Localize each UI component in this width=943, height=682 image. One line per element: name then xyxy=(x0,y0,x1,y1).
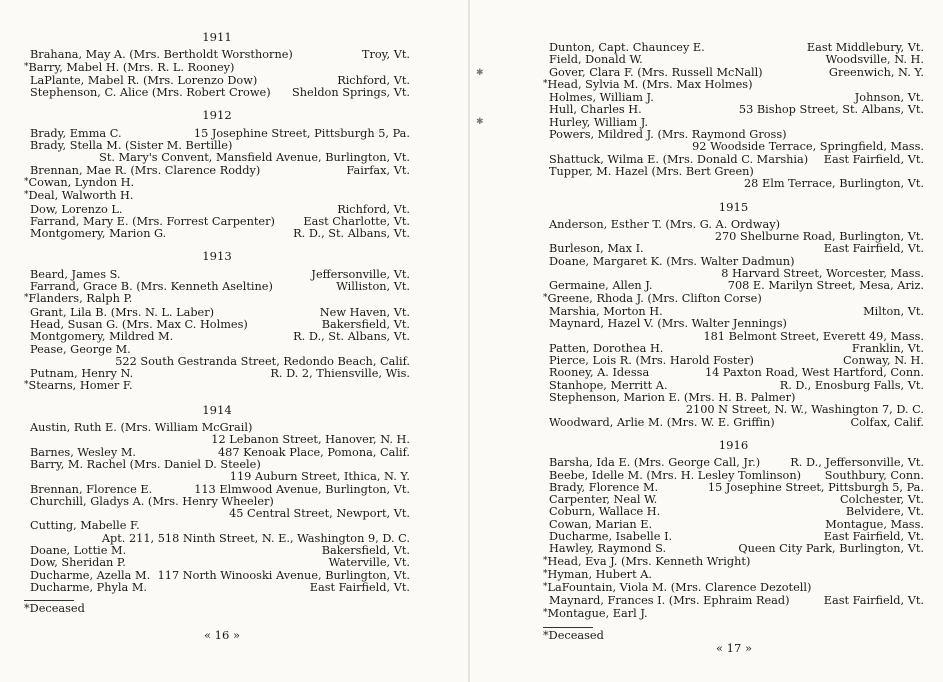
right-page-content xyxy=(543,42,924,642)
alumni-location: Milton, Vt. xyxy=(863,304,924,318)
alumni-entry xyxy=(24,87,410,99)
alumni-location: Montague, Mass. xyxy=(825,517,924,531)
alumni-entry-deceased xyxy=(24,62,410,75)
class-year-heading: 1913 xyxy=(202,249,232,264)
alumni-address: St. Mary's Convent, Mansfield Avenue, Burlington, Vt. xyxy=(99,151,410,165)
deceased-footnote: *Deceased xyxy=(24,602,85,616)
alumni-name: Farrand, Grace B. (Mrs. Kenneth Aseltine) xyxy=(30,280,273,294)
alumni-name: Doane, Lottie M. xyxy=(30,543,127,557)
alumni-name: Brady, Stella M. (Sister M. Bertille) xyxy=(30,139,233,153)
entry-line xyxy=(543,79,924,92)
margin-mark: ✱ xyxy=(476,68,484,78)
alumni-location: 15 Josephine Street, Pittsburgh 5, Pa. xyxy=(193,126,410,140)
alumni-name: Grant, Lila B. (Mrs. N. L. Laber) xyxy=(30,305,215,319)
deceased-asterisk: * xyxy=(24,293,29,304)
alumni-name-cell xyxy=(543,166,754,178)
deceased-asterisk: * xyxy=(24,380,29,391)
alumni-name-cell xyxy=(24,380,133,393)
alumni-entry xyxy=(24,496,410,521)
deceased-asterisk: * xyxy=(543,568,548,579)
alumni-name: Farrand, Mary E. (Mrs. Forrest Carpenter) xyxy=(30,214,275,228)
alumni-entry xyxy=(543,256,924,281)
right-page xyxy=(470,0,943,682)
alumni-address: 270 Shelburne Road, Burlington, Vt. xyxy=(714,230,924,244)
class-year-heading: 1911 xyxy=(202,30,232,44)
alumni-name: Gover, Clara F. (Mrs. Russell McNall) xyxy=(549,65,763,79)
alumni-name: Hawley, Raymond S. xyxy=(549,542,667,556)
alumni-name: Pierce, Lois R. (Mrs. Harold Foster) xyxy=(549,354,754,368)
entry-line xyxy=(543,293,924,306)
alumni-name-cell xyxy=(24,520,140,532)
alumni-location: East Fairfield, Vt. xyxy=(823,242,924,256)
alumni-location: 487 Kenoak Place, Pomona, Calif. xyxy=(218,445,410,459)
alumni-name: Hull, Charles H. xyxy=(549,103,642,117)
alumni-name: Marshia, Morton H. xyxy=(549,304,663,318)
alumni-location: East Fairfield, Vt. xyxy=(823,152,924,166)
alumni-entry xyxy=(543,129,924,154)
alumni-location: 14 Paxton Road, West Hartford, Conn. xyxy=(704,366,924,380)
alumni-name: Brahana, May A. (Mrs. Bertholdt Worsthorne) xyxy=(30,48,293,62)
alumni-entry-deceased xyxy=(24,293,410,306)
alumni-location: 708 E. Marilyn Street, Mesa, Ariz. xyxy=(727,279,924,293)
alumni-name: Woodward, Arlie M. (Mrs. W. E. Griffin) xyxy=(549,415,775,429)
alumni-name-cell xyxy=(24,293,132,306)
alumni-location: Richford, Vt. xyxy=(337,202,410,216)
left-page-content xyxy=(24,31,410,615)
alumni-location: 113 Elmwood Avenue, Burlington, Vt. xyxy=(194,482,410,496)
entry-line xyxy=(24,228,410,240)
alumni-name: LaPlante, Mabel R. (Mrs. Lorenzo Dow) xyxy=(30,73,258,87)
alumni-name: LaFountain, Viola M. (Mrs. Clarence Dezotell) xyxy=(547,581,812,595)
alumni-name: Cowan, Lyndon H. xyxy=(28,175,135,189)
alumni-location: Colchester, Vt. xyxy=(840,493,924,507)
alumni-name: Doane, Margaret K. (Mrs. Walter Dadmun) xyxy=(549,254,795,268)
entry-line xyxy=(24,380,410,393)
entry-line xyxy=(24,62,410,75)
entry-line xyxy=(543,608,924,621)
alumni-name-cell xyxy=(543,318,787,330)
alumni-address: 28 Elm Terrace, Burlington, Vt. xyxy=(744,177,924,191)
alumni-address: Apt. 211, 518 Ninth Street, N. E., Washington 9, D. C. xyxy=(101,531,410,545)
alumni-name: Germaine, Allen J. xyxy=(549,279,653,293)
alumni-name-cell xyxy=(543,608,648,621)
alumni-name: Coburn, Wallace H. xyxy=(549,505,661,519)
alumni-location: Conway, N. H. xyxy=(843,354,924,368)
alumni-entry-deceased xyxy=(24,177,410,190)
alumni-location: East Fairfield, Vt. xyxy=(823,529,924,543)
alumni-name: Burleson, Max I. xyxy=(549,242,644,256)
alumni-location: Sheldon Springs, Vt. xyxy=(292,86,410,100)
entry-line xyxy=(24,293,410,306)
class-year-heading: 1912 xyxy=(202,108,232,123)
alumni-name: Patten, Dorothea H. xyxy=(549,341,664,355)
alumni-location: Troy, Vt. xyxy=(361,48,410,62)
alumni-entry xyxy=(24,228,410,240)
entry-line xyxy=(543,556,924,569)
entry-line xyxy=(543,417,924,429)
alumni-address: 12 Lebanon Street, Hanover, N. H. xyxy=(211,433,410,447)
alumni-name: Barnes, Wesley M. xyxy=(30,445,136,459)
alumni-name: Rooney, A. Idessa xyxy=(549,366,650,380)
alumni-name-cell xyxy=(24,344,131,356)
alumni-name: Brady, Emma C. xyxy=(30,126,122,140)
class-year-heading: 1914 xyxy=(202,402,232,417)
alumni-entry-deceased xyxy=(543,556,924,569)
alumni-location: Franklin, Vt. xyxy=(851,341,924,355)
alumni-location: Bakersfield, Vt. xyxy=(321,317,410,331)
alumni-name: Dow, Sheridan P. xyxy=(30,556,126,570)
alumni-name: Shattuck, Wilma E. (Mrs. Donald C. Marshia) xyxy=(549,152,809,166)
alumni-entry xyxy=(543,166,924,191)
alumni-name: Barry, M. Rachel (Mrs. Daniel D. Steele) xyxy=(30,457,261,471)
entry-line xyxy=(24,344,410,356)
alumni-entry xyxy=(543,392,924,417)
alumni-address: 92 Woodside Terrace, Springfield, Mass. xyxy=(692,140,924,154)
alumni-name: Dow, Lorenzo L. xyxy=(30,202,123,216)
alumni-entry xyxy=(24,520,410,545)
alumni-address: 119 Auburn Street, Ithica, N. Y. xyxy=(229,470,410,484)
alumni-entry xyxy=(24,582,410,594)
alumni-location: Jeffersonville, Vt. xyxy=(311,267,410,281)
alumni-location: Waterville, Vt. xyxy=(328,556,410,570)
alumni-name-cell xyxy=(24,459,261,471)
alumni-name-cell xyxy=(24,177,134,190)
alumni-entry xyxy=(24,422,410,447)
deceased-asterisk: * xyxy=(543,555,548,566)
alumni-name-cell xyxy=(24,228,166,240)
alumni-name-cell xyxy=(543,582,811,595)
alumni-name: Holmes, William J. xyxy=(549,91,654,105)
entry-line xyxy=(24,177,410,190)
alumni-name: Hurley, William J. xyxy=(549,115,649,129)
alumni-entry xyxy=(24,344,410,369)
alumni-location: Southbury, Conn. xyxy=(824,468,924,482)
alumni-name: Greene, Rhoda J. (Mrs. Clifton Corse) xyxy=(547,291,762,305)
alumni-entry xyxy=(24,140,410,165)
alumni-location: Richford, Vt. xyxy=(337,73,410,87)
alumni-name-cell xyxy=(543,417,775,429)
alumni-location: East Fairfield, Vt. xyxy=(309,580,410,594)
margin-mark: ✱ xyxy=(476,117,484,127)
alumni-location: Fairfax, Vt. xyxy=(346,163,410,177)
entry-line xyxy=(24,190,410,203)
alumni-location: 53 Bishop Street, St. Albans, Vt. xyxy=(738,103,924,117)
alumni-name-cell xyxy=(24,190,133,203)
alumni-location: 117 North Winooski Avenue, Burlington, Vt. xyxy=(157,568,410,582)
alumni-name: Stephenson, Marion E. (Mrs. H. B. Palmer) xyxy=(549,391,796,405)
alumni-name: Anderson, Esther T. (Mrs. G. A. Ordway) xyxy=(549,217,780,231)
alumni-name: Flanders, Ralph P. xyxy=(28,292,133,306)
alumni-name-cell xyxy=(24,582,147,594)
alumni-location: R. D., St. Albans, Vt. xyxy=(293,227,410,241)
alumni-name: Stearns, Homer F. xyxy=(28,379,133,393)
alumni-location: R. D., St. Albans, Vt. xyxy=(293,330,410,344)
deceased-asterisk: * xyxy=(543,292,548,303)
alumni-name: Cutting, Mabelle F. xyxy=(30,519,140,533)
alumni-location: 15 Josephine Street, Pittsburgh 5, Pa. xyxy=(707,480,924,494)
alumni-name: Barsha, Ida E. (Mrs. George Call, Jr.) xyxy=(549,456,761,470)
alumni-name: Hyman, Hubert A. xyxy=(547,567,652,581)
alumni-address: 8 Harvard Street, Worcester, Mass. xyxy=(721,267,924,281)
alumni-name-cell xyxy=(543,556,750,569)
alumni-location: Greenwich, N. Y. xyxy=(828,65,924,79)
entry-line xyxy=(24,582,410,594)
alumni-location: Johnson, Vt. xyxy=(854,91,924,105)
deceased-asterisk: * xyxy=(24,190,29,201)
alumni-address: 2100 N Street, N. W., Washington 7, D. C. xyxy=(685,403,924,417)
alumni-location: Bakersfield, Vt. xyxy=(321,543,410,557)
entry-line xyxy=(543,318,924,330)
page-number: « 16 » xyxy=(203,628,241,642)
alumni-location: R. D., Jeffersonville, Vt. xyxy=(790,456,924,470)
alumni-name-cell xyxy=(24,62,234,75)
alumni-name: Ducharme, Isabelle I. xyxy=(549,529,673,543)
alumni-address: 45 Central Street, Newport, Vt. xyxy=(229,507,410,521)
alumni-name: Ducharme, Azella M. xyxy=(30,568,151,582)
left-page xyxy=(0,0,468,682)
alumni-entry-deceased xyxy=(24,380,410,393)
alumni-name: Beebe, Idelle M. (Mrs. H. Lesley Tomlinson) xyxy=(549,468,802,482)
deceased-asterisk: * xyxy=(543,582,548,593)
alumni-location: East Charlotte, Vt. xyxy=(303,214,410,228)
alumni-entry-deceased xyxy=(543,582,924,595)
alumni-location: R. D., Enosburg Falls, Vt. xyxy=(779,378,924,392)
alumni-entry-deceased xyxy=(543,569,924,582)
alumni-name: Maynard, Hazel V. (Mrs. Walter Jennings) xyxy=(549,317,787,331)
deceased-asterisk: * xyxy=(543,78,548,89)
page-number: « 17 » xyxy=(715,641,753,655)
alumni-entry-deceased xyxy=(543,79,924,92)
class-year-heading: 1915 xyxy=(718,199,749,214)
alumni-location: East Fairfield, Vt. xyxy=(823,594,924,608)
entry-line xyxy=(24,520,410,532)
alumni-location: Williston, Vt. xyxy=(336,280,410,294)
alumni-name: Brennan, Mae R. (Mrs. Clarence Roddy) xyxy=(30,163,261,177)
alumni-name: Churchill, Gladys A. (Mrs. Henry Wheeler) xyxy=(30,494,274,508)
alumni-name: Powers, Mildred J. (Mrs. Raymond Gross) xyxy=(549,128,787,142)
alumni-name-cell xyxy=(543,569,652,582)
alumni-entry xyxy=(543,318,924,343)
alumni-name: Montgomery, Marion G. xyxy=(30,227,167,241)
alumni-location: Belvidere, Vt. xyxy=(845,505,924,519)
class-year-heading: 1916 xyxy=(718,437,749,452)
alumni-address: 181 Belmont Street, Everett 49, Mass. xyxy=(703,329,924,343)
alumni-location: East Middlebury, Vt. xyxy=(806,41,924,54)
alumni-name: Field, Donald W. xyxy=(549,53,643,67)
alumni-name: Head, Eva J. (Mrs. Kenneth Wright) xyxy=(547,554,751,568)
alumni-entry xyxy=(24,459,410,484)
alumni-name: Austin, Ruth E. (Mrs. William McGrail) xyxy=(30,421,253,435)
entry-line xyxy=(24,87,410,99)
alumni-location: Woodsville, N. H. xyxy=(825,53,924,67)
alumni-entry-deceased xyxy=(24,190,410,203)
alumni-name: Tupper, M. Hazel (Mrs. Bert Green) xyxy=(549,164,754,178)
alumni-name: Brennan, Florence E. xyxy=(30,482,153,496)
alumni-name: Head, Sylvia M. (Mrs. Max Holmes) xyxy=(547,77,753,91)
entry-line xyxy=(543,582,924,595)
alumni-name: Montgomery, Mildred M. xyxy=(30,330,174,344)
alumni-name: Cowan, Marian E. xyxy=(549,517,653,531)
alumni-name: Carpenter, Neal W. xyxy=(549,493,658,507)
alumni-location: New Haven, Vt. xyxy=(319,305,410,319)
alumni-name: Dunton, Capt. Chauncey E. xyxy=(549,41,705,54)
alumni-name: Barry, Mabel H. (Mrs. R. L. Rooney) xyxy=(28,60,235,74)
alumni-name: Maynard, Frances I. (Mrs. Ephraim Read) xyxy=(549,594,790,608)
alumni-name: Deal, Walworth H. xyxy=(28,189,134,203)
alumni-entry-deceased xyxy=(543,608,924,621)
deceased-footnote: *Deceased xyxy=(543,629,604,643)
alumni-name: Ducharme, Phyla M. xyxy=(30,580,148,594)
deceased-asterisk: * xyxy=(543,607,548,618)
entry-line xyxy=(543,569,924,582)
alumni-address: 522 South Gestranda Street, Redondo Beach, Calif. xyxy=(115,354,410,368)
alumni-name: Montague, Earl J. xyxy=(547,606,648,620)
alumni-location: R. D. 2, Thiensville, Wis. xyxy=(270,367,410,381)
alumni-entry xyxy=(543,219,924,244)
alumni-location: Colfax, Calif. xyxy=(850,415,924,429)
alumni-entry xyxy=(543,417,924,429)
alumni-name-cell xyxy=(543,293,762,306)
alumni-name: Head, Susan G. (Mrs. Max C. Holmes) xyxy=(30,317,248,331)
alumni-name: Stephenson, C. Alice (Mrs. Robert Crowe) xyxy=(30,86,271,100)
deceased-asterisk: * xyxy=(24,176,29,187)
alumni-location: Queen City Park, Burlington, Vt. xyxy=(738,542,924,556)
alumni-name: Putnam, Henry N. xyxy=(30,367,134,381)
alumni-name: Stanhope, Merritt A. xyxy=(549,378,668,392)
alumni-name: Pease, George M. xyxy=(30,342,131,356)
alumni-name-cell xyxy=(24,87,271,99)
alumni-name: Brady, Florence M. xyxy=(549,480,659,494)
footnote-rule xyxy=(24,600,74,601)
footnote-rule xyxy=(543,627,593,628)
alumni-name: Beard, James S. xyxy=(30,267,121,281)
alumni-entry-deceased xyxy=(543,293,924,306)
deceased-asterisk: * xyxy=(24,61,29,72)
alumni-name-cell xyxy=(543,79,752,92)
